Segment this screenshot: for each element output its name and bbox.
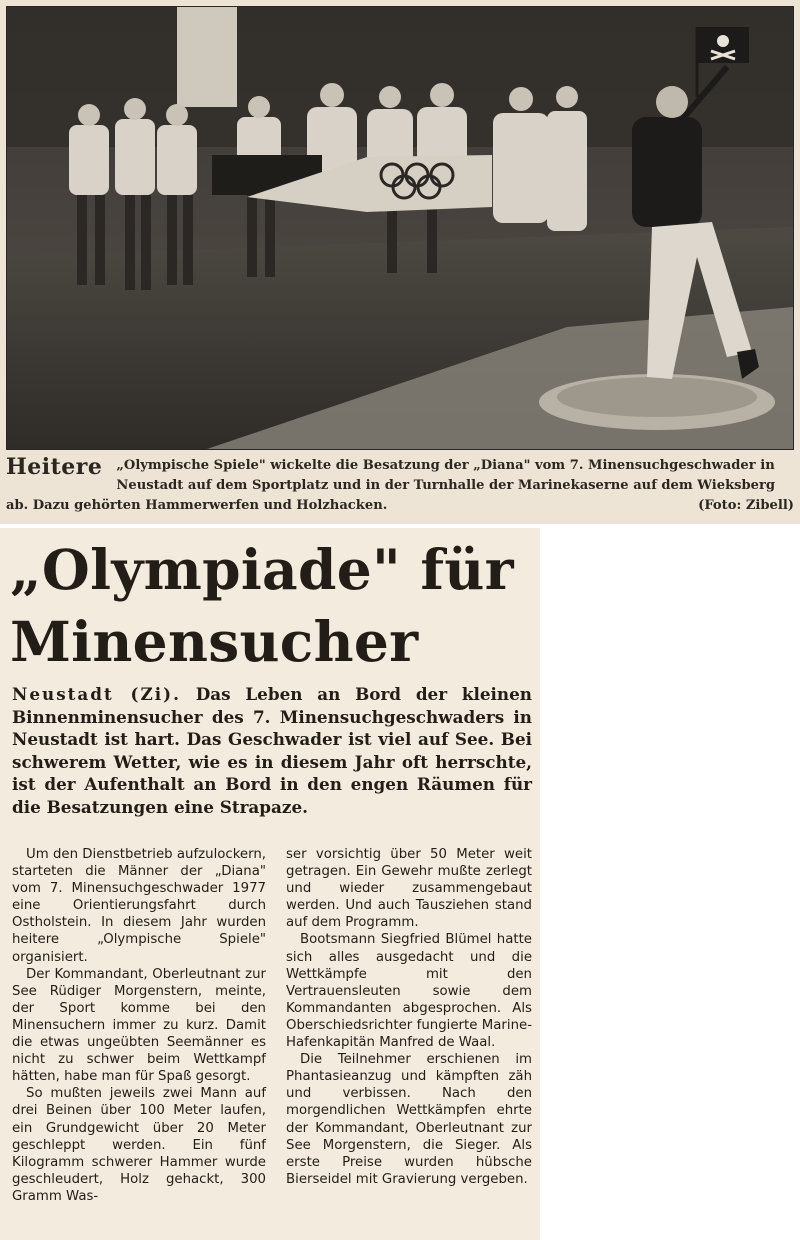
headline-line-2: Minensucher bbox=[10, 609, 419, 674]
paragraph: Der Kommandant, Oberleutnant zur See Rüdiger Morgenstern, meinte, der Sport komme bei den Minensuchern immer zu kurz. Damit die etwas ungeübten Seemänner es nicht zu schwer beim Wettkampf hätten, habe man für Spaß gesorgt. bbox=[12, 966, 266, 1085]
article-lede bbox=[12, 683, 532, 819]
photo-clipping bbox=[0, 0, 800, 524]
photo-icon bbox=[7, 7, 793, 449]
paragraph: So mußten jeweils zwei Mann auf drei Beinen über 100 Meter laufen, ein Grundgewicht über 20 Meter geschleppt werden. Ein fünf Kilogramm schwerer Hammer wurde geschleudert, Holz gehackt, 300 Gramm Was- bbox=[12, 1086, 266, 1204]
paragraph: Um den Dienstbetrieb aufzulockern, starteten die Männer der „Diana" vom 7. Minensuchgeschwader 1977 eine Orientierungsfahrt durch Ostholstein. In diesem Jahr wurden heitere „Olympische Spiele" organisiert. bbox=[12, 847, 266, 965]
caption-text: „Olympische Spiele" wickelte die Besatzung der „Diana" vom 7. Minensuchgeschwader in Neustadt auf dem Sportplatz und in der Turnhalle der Marinekaserne auf dem Wieksberg ab. Dazu gehörten Hammerwerfen und Holzhacken. bbox=[6, 458, 776, 513]
article-column-right bbox=[286, 846, 532, 1188]
photo-credit: (Foto: Zibell) bbox=[698, 498, 794, 513]
caption-lead: Heitere bbox=[6, 454, 103, 480]
paragraph: Bootsmann Siegfried Blümel hatte sich alles ausgedacht und die Wettkämpfe mit den Vertrauensleuten sowie dem Kommandanten abgesprochen. Als Oberschiedsrichter fungierte Marine-Hafenkapitän Manfred de Waal. bbox=[286, 932, 532, 1051]
photo-caption bbox=[6, 456, 796, 520]
dateline: Neustadt (Zi). bbox=[12, 684, 181, 704]
paragraph: ser vorsichtig über 50 Meter weit getragen. Ein Gewehr mußte zerlegt und wieder zusammengebaut werden. Und auch Tausziehen stand auf dem Programm. bbox=[286, 847, 532, 931]
paragraph: Die Teilnehmer erschienen im Phantasieanzug und kämpften zäh und verbissen. Nach den morgendlichen Wettkämpfen ehrte der Kommandant, Oberleutnant zur See Morgenstern, die Sieger. Als erste Preise wurden hübsche Bierseidel mit Gravierung vergeben. bbox=[286, 1052, 532, 1187]
article-clipping bbox=[0, 528, 540, 1240]
headline-line-1: „Olympiade" für bbox=[10, 537, 514, 602]
news-photo bbox=[6, 6, 794, 450]
article-headline bbox=[10, 534, 534, 678]
lede-text: Das Leben an Bord der kleinen Binnenminensucher des 7. Minensuchgeschwaders in Neustadt ist hart. Das Geschwader ist viel auf See. Bei schwerem Wetter, wie es in diesem Jahr oft herrschte, ist der Aufenthalt an Bord in den engen Räumen für die Besatzungen eine Strapaze. bbox=[12, 684, 532, 817]
article-column-left bbox=[12, 846, 266, 1205]
